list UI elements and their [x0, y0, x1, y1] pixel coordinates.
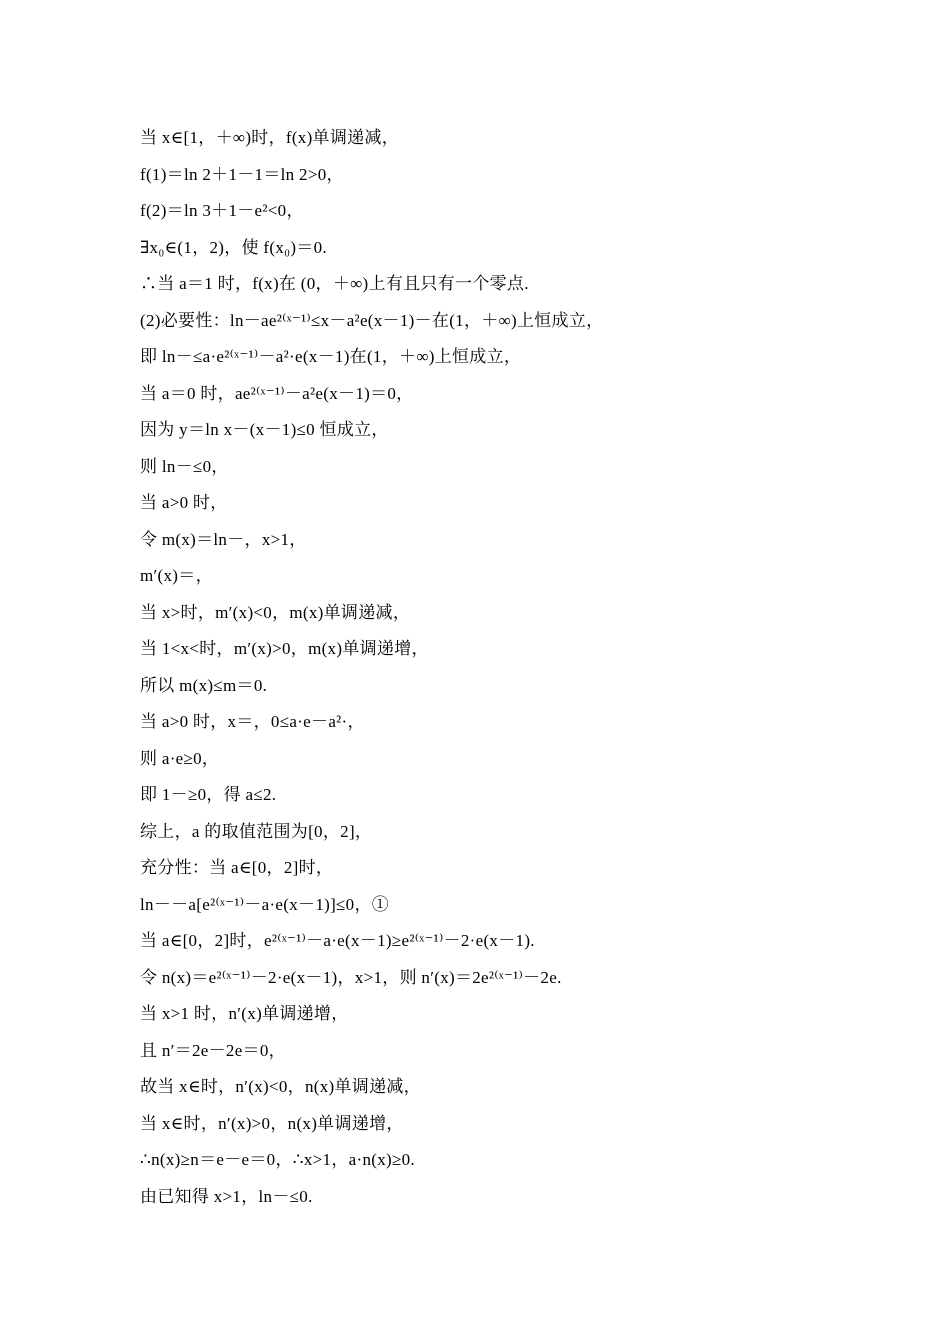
- text-line: (2)必要性：ln－ae²⁽ˣ⁻¹⁾≤x－a²e(x－1)－在(1，＋∞)上恒成立，: [140, 310, 604, 330]
- text-line: 当 a>0 时，: [140, 493, 228, 512]
- text-line: 当 a∈[0，2]时，e²⁽ˣ⁻¹⁾－a·e(x－1)≥e²⁽ˣ⁻¹⁾－2·e(x－1).: [140, 931, 535, 950]
- text-line: 则 a·e≥0，: [140, 748, 220, 768]
- text-line: 且 n′＝2e－2e＝0，: [140, 1040, 286, 1060]
- text-line: ∴当 a＝1 时，f(x)在 (0，＋∞)上有且只有一个零点.: [140, 274, 529, 293]
- text-line: f(1)＝ln 2＋1－1＝ln 2>0，: [140, 164, 344, 184]
- text-line: 因为 y＝ln x－(x－1)≤0 恒成立，: [140, 420, 389, 439]
- text-line: 令 m(x)＝ln－，x>1，: [140, 529, 307, 549]
- text-line: 由已知得 x>1，ln－≤0.: [140, 1186, 313, 1206]
- text-line: 充分性：当 a∈[0，2]时，: [140, 858, 334, 877]
- text-line: 当 a>0 时，x＝，0≤a·e－a²·，: [140, 712, 365, 731]
- text-line: 当 1<x<时，m′(x)>0，m(x)单调递增，: [140, 639, 429, 658]
- text-line: 故当 x∈时，n′(x)<0，n(x)单调递减，: [140, 1077, 421, 1096]
- text-line: ln－－a[e²⁽ˣ⁻¹⁾－a·e(x－1)]≤0，①: [140, 894, 390, 914]
- text-line: 即 1－≥0，得 a≤2.: [140, 785, 277, 804]
- text-line: 当 x>时，m′(x)<0，m(x)单调递减，: [140, 602, 411, 622]
- solution-text: [140, 120, 900, 1215]
- text-line: ∃x₀∈(1，2)，使 f(x₀)＝0.: [140, 237, 327, 257]
- text-line: 当 x∈[1，＋∞)时，f(x)单调递减，: [140, 128, 400, 147]
- text-line: m′(x)＝，: [140, 566, 213, 585]
- text-line: 当 x>1 时，n′(x)单调递增，: [140, 1004, 349, 1023]
- text-line: f(2)＝ln 3＋1－e²<0，: [140, 201, 304, 220]
- text-line: ∴n(x)≥n＝e－e＝0，∴x>1，a·n(x)≥0.: [140, 1150, 415, 1169]
- text-line: 当 x∈时，n′(x)>0，n(x)单调递增，: [140, 1113, 404, 1133]
- text-line: 当 a＝0 时，ae²⁽ˣ⁻¹⁾－a²e(x－1)＝0，: [140, 383, 414, 403]
- text-line: 则 ln－≤0，: [140, 456, 229, 476]
- text-line: 所以 m(x)≤m＝0.: [140, 675, 268, 695]
- text-line: 综上，a 的取值范围为[0，2]，: [140, 821, 373, 841]
- text-line: 即 ln－≤a·e²⁽ˣ⁻¹⁾－a²·e(x－1)在(1，＋∞)上恒成立，: [140, 347, 522, 366]
- text-line: 令 n(x)＝e²⁽ˣ⁻¹⁾－2·e(x－1)，x>1，则 n′(x)＝2e²⁽ˣ⁻¹⁾－2e.: [140, 967, 562, 987]
